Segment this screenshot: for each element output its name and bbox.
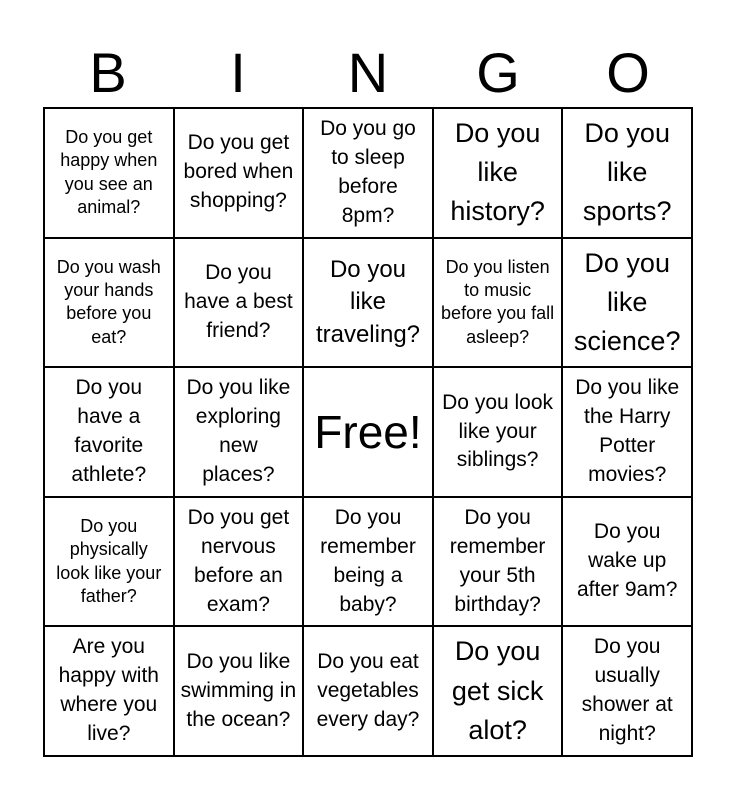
bingo-cell[interactable]: Do you physically look like your father?: [44, 497, 174, 627]
free-space-cell[interactable]: Free!: [303, 367, 433, 497]
bingo-cell[interactable]: Do you look like your siblings?: [433, 367, 563, 497]
bingo-cell[interactable]: Do you like traveling?: [303, 238, 433, 368]
bingo-cell[interactable]: Do you like sports?: [562, 108, 692, 238]
bingo-cell[interactable]: Are you happy with where you live?: [44, 626, 174, 756]
bingo-cell[interactable]: Do you wake up after 9am?: [562, 497, 692, 627]
bingo-cell[interactable]: Do you like science?: [562, 238, 692, 368]
bingo-cell[interactable]: Do you like swimming in the ocean?: [174, 626, 304, 756]
bingo-cell[interactable]: Do you have a best friend?: [174, 238, 304, 368]
bingo-cell[interactable]: Do you go to sleep before 8pm?: [303, 108, 433, 238]
header-letter-i: I: [230, 41, 246, 104]
bingo-board: [43, 107, 693, 757]
bingo-cell[interactable]: Do you like history?: [433, 108, 563, 238]
bingo-cell[interactable]: Do you get bored when shopping?: [174, 108, 304, 238]
bingo-cell[interactable]: Do you get nervous before an exam?: [174, 497, 304, 627]
bingo-cell[interactable]: Do you get sick alot?: [433, 626, 563, 756]
header-letter-b: B: [89, 41, 127, 104]
bingo-cell[interactable]: Do you remember your 5th birthday?: [433, 497, 563, 627]
bingo-cell[interactable]: Do you like exploring new places?: [174, 367, 304, 497]
header-letter-g: G: [476, 41, 520, 104]
bingo-header: [43, 40, 693, 106]
bingo-cell[interactable]: Do you like the Harry Potter movies?: [562, 367, 692, 497]
bingo-cell[interactable]: Do you wash your hands before you eat?: [44, 238, 174, 368]
bingo-cell[interactable]: Do you have a favorite athlete?: [44, 367, 174, 497]
header-letter-o: O: [606, 41, 650, 104]
bingo-cell[interactable]: Do you remember being a baby?: [303, 497, 433, 627]
bingo-cell[interactable]: Do you listen to music before you fall asleep?: [433, 238, 563, 368]
bingo-cell[interactable]: Do you get happy when you see an animal?: [44, 108, 174, 238]
bingo-cell[interactable]: Do you eat vegetables every day?: [303, 626, 433, 756]
bingo-cell[interactable]: Do you usually shower at night?: [562, 626, 692, 756]
header-letter-n: N: [347, 41, 389, 104]
